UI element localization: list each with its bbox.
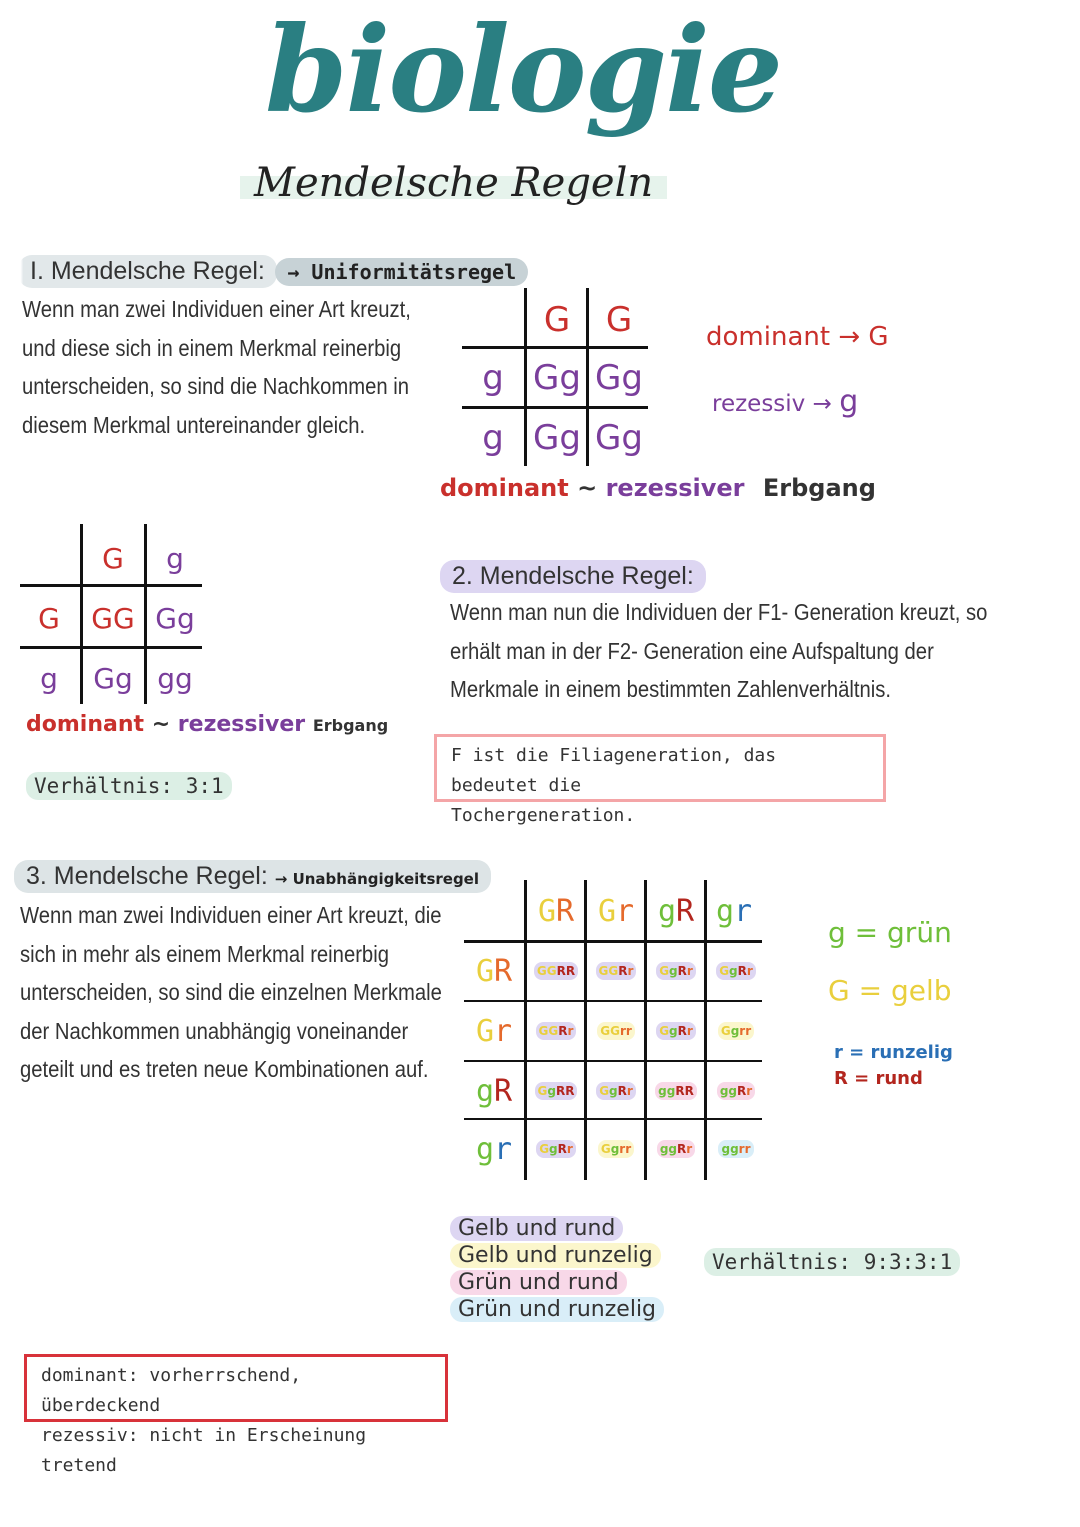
punnett1-col-head: G: [543, 300, 571, 340]
legend-rezessiv: [712, 384, 858, 419]
dihybrid-cell: [706, 1120, 766, 1178]
genotype-chip: ggrr: [718, 1140, 753, 1158]
dihybrid-row-head: G r: [475, 1013, 513, 1049]
punnett2-col-head: G: [102, 541, 124, 575]
genotype-chip: GgRr: [536, 1140, 576, 1158]
punnett2-row-head: G: [38, 601, 60, 635]
rule3-heading-row: [14, 860, 491, 893]
dihybrid-row-head: g r: [475, 1131, 513, 1167]
legend-rezessiv-word: rezessiv: [712, 391, 806, 417]
dihybrid-cell: [586, 1002, 646, 1060]
genotype-chip: GGRR: [534, 962, 578, 980]
caption-rezessiv: rezessiver: [177, 712, 306, 737]
dihybrid-cell: [706, 942, 766, 1000]
dihybrid-col-head: G R: [537, 893, 575, 929]
dihybrid-row-head: G R: [475, 953, 513, 989]
rule3-line: sich in mehr als einem Merkmal reinerbig: [20, 940, 389, 967]
ratio-9-3-3-1: Verhältnis: 9:3:3:1: [704, 1248, 960, 1276]
grid-line: [524, 288, 527, 466]
rule1-heading: I. Mendelsche Regel:: [18, 255, 277, 288]
punnett1-cell: Gg: [595, 358, 643, 398]
genotype-chip: GgRR: [535, 1082, 578, 1100]
key-g: g = grün: [828, 916, 952, 949]
dihybrid-cell: [646, 1002, 706, 1060]
rule3-line: Wenn man zwei Individuen einer Art kreuzt, die: [20, 902, 442, 928]
caption-sep: ~: [577, 474, 598, 502]
arrow-icon: →: [838, 322, 861, 352]
genotype-chip: ggRR: [655, 1082, 697, 1100]
phenotype-list: [450, 1216, 664, 1322]
punnett2-row-head: g: [40, 661, 58, 695]
punnett2-cell: Gg: [155, 601, 195, 635]
punnett2-cell: gg: [157, 661, 193, 695]
legend-dominant-symbol: G: [868, 322, 889, 352]
dihybrid-cell: [526, 1062, 586, 1120]
dihybrid-row-head: g R: [475, 1073, 513, 1109]
punnett-square-2: [20, 524, 204, 704]
legend-dominant-word: dominant: [706, 322, 831, 352]
genotype-chip: GgRr: [656, 962, 696, 980]
caption-erbgang: Erbgang: [762, 474, 876, 502]
genotype-chip: ggRr: [657, 1140, 695, 1158]
rule3-label: Unabhängigkeitsregel: [292, 870, 480, 888]
punnett1-cell: Gg: [595, 418, 643, 458]
caption-dominant: dominant: [440, 474, 569, 502]
dihybrid-cell: [646, 942, 706, 1000]
definitions-box: [24, 1354, 448, 1476]
punnett2-col-head: g: [166, 541, 184, 575]
rule2-line: erhält man in der F2- Generation eine Aufspaltung der: [450, 637, 934, 664]
caption-erbgang: Erbgang: [312, 716, 389, 735]
grid-line: [462, 346, 648, 349]
rule3-text: [20, 896, 442, 1089]
rule3-heading-pill: [14, 860, 491, 893]
dihybrid-cell: [586, 942, 646, 1000]
dihybrid-col-head: g r: [715, 893, 753, 929]
rule1-line: diesem Merkmal untereinander gleich.: [22, 411, 366, 438]
phenotype-item: Grün und rund: [450, 1270, 627, 1295]
grid-line: [80, 524, 83, 704]
dihybrid-col-head: g R: [657, 893, 695, 929]
rule1-text: [22, 290, 411, 444]
grid-line: [20, 646, 202, 649]
rule1-line: Wenn man zwei Individuen einer Art kreuzt,: [22, 296, 411, 322]
dihybrid-col-head: G r: [597, 893, 635, 929]
punnett1-cell: Gg: [533, 418, 581, 458]
genotype-chip: GGRr: [596, 962, 637, 980]
genotype-chip: Ggrr: [718, 1022, 754, 1040]
dihybrid-cell: [526, 1120, 586, 1178]
punnett2-cell: GG: [91, 601, 135, 635]
dihybrid-cell: [586, 1120, 646, 1178]
ratio-3-1: Verhältnis: 3:1: [26, 772, 232, 800]
rule1-label-pill: [275, 258, 528, 286]
punnett1-caption: [440, 474, 876, 502]
dihybrid-cell: [706, 1062, 766, 1120]
dihybrid-cell: [646, 1120, 706, 1178]
phenotype-item: Grün und runzelig: [450, 1297, 664, 1322]
rule2-heading: 2. Mendelsche Regel:: [440, 560, 706, 593]
note-line: F ist die Filiageneration, das bedeutet die: [451, 745, 777, 796]
definition-line: rezessiv: nicht in Erscheinung tretend: [41, 1425, 367, 1476]
genotype-chip: ggRr: [717, 1082, 755, 1100]
punnett2-cell: Gg: [93, 661, 133, 695]
dihybrid-cell: [586, 1062, 646, 1120]
genotype-chip: GgRr: [656, 1022, 696, 1040]
rule1-line: unterscheiden, so sind die Nachkommen in: [22, 373, 410, 399]
rule1-label: Uniformitätsregel: [311, 260, 517, 284]
note-line: Tochergeneration.: [451, 805, 636, 826]
punnett-square-1: [462, 288, 652, 468]
genotype-chip: GGRr: [536, 1022, 577, 1040]
rule2-text: [450, 593, 987, 709]
rule2-line: Wenn man nun die Individuen der F1- Generation kreuzt, so: [450, 599, 988, 625]
rule3-line: der Nachkommen unabhängig voneinander: [20, 1017, 409, 1044]
arrow-icon: →: [274, 870, 288, 888]
dihybrid-cell: [706, 1002, 766, 1060]
rule3-heading: 3. Mendelsche Regel:: [26, 862, 268, 890]
rule1-heading-row: [18, 255, 528, 288]
definition-line: dominant: vorherrschend, überdeckend: [41, 1365, 302, 1416]
arrow-icon: →: [287, 260, 300, 284]
phenotype-item: Gelb und rund: [450, 1216, 623, 1241]
f-generation-note: [434, 734, 886, 826]
caption-rezessiv: rezessiver: [605, 474, 745, 502]
key-r: r = runzelig: [834, 1042, 953, 1063]
legend-dominant: [706, 322, 889, 352]
punnett1-row-head: g: [482, 418, 504, 458]
legend-rezessiv-symbol: g: [839, 384, 859, 419]
dihybrid-cell: [526, 1002, 586, 1060]
genotype-chip: GgRr: [596, 1082, 636, 1100]
grid-line: [586, 288, 589, 466]
punnett1-col-head: G: [605, 300, 633, 340]
rule3-label-group: [275, 870, 479, 888]
dihybrid-cell: [646, 1062, 706, 1120]
caption-dominant: dominant: [26, 712, 145, 737]
caption-sep: ~: [151, 712, 171, 737]
rule2-line: Merkmale in einem bestimmten Zahlenverhältnis.: [450, 676, 891, 702]
punnett1-row-head: g: [482, 358, 504, 398]
grid-line: [20, 584, 202, 587]
genotype-chip: GGrr: [597, 1022, 635, 1040]
punnett2-caption: [26, 712, 388, 737]
rule3-line: geteilt und es treten neue Kombinationen auf.: [20, 1056, 429, 1082]
page-title: biologie: [265, 0, 781, 139]
key-R: R = rund: [834, 1068, 923, 1089]
genotype-chip: Ggrr: [598, 1140, 634, 1158]
rule2-heading-row: [440, 560, 706, 593]
dihybrid-cell: [526, 942, 586, 1000]
arrow-icon: →: [812, 391, 832, 417]
key-G: G = gelb: [828, 974, 952, 1007]
page-subtitle: Mendelsche Regeln: [240, 160, 667, 206]
phenotype-item: Gelb und runzelig: [450, 1243, 661, 1268]
rule3-line: unterscheiden, so sind die einzelnen Merkmale: [20, 979, 442, 1005]
rule1-line: und diese sich in einem Merkmal reinerbig: [22, 334, 402, 361]
punnett1-cell: Gg: [533, 358, 581, 398]
dihybrid-punnett-square: [464, 880, 764, 1180]
genotype-chip: GgRr: [716, 962, 756, 980]
grid-line: [462, 406, 648, 409]
